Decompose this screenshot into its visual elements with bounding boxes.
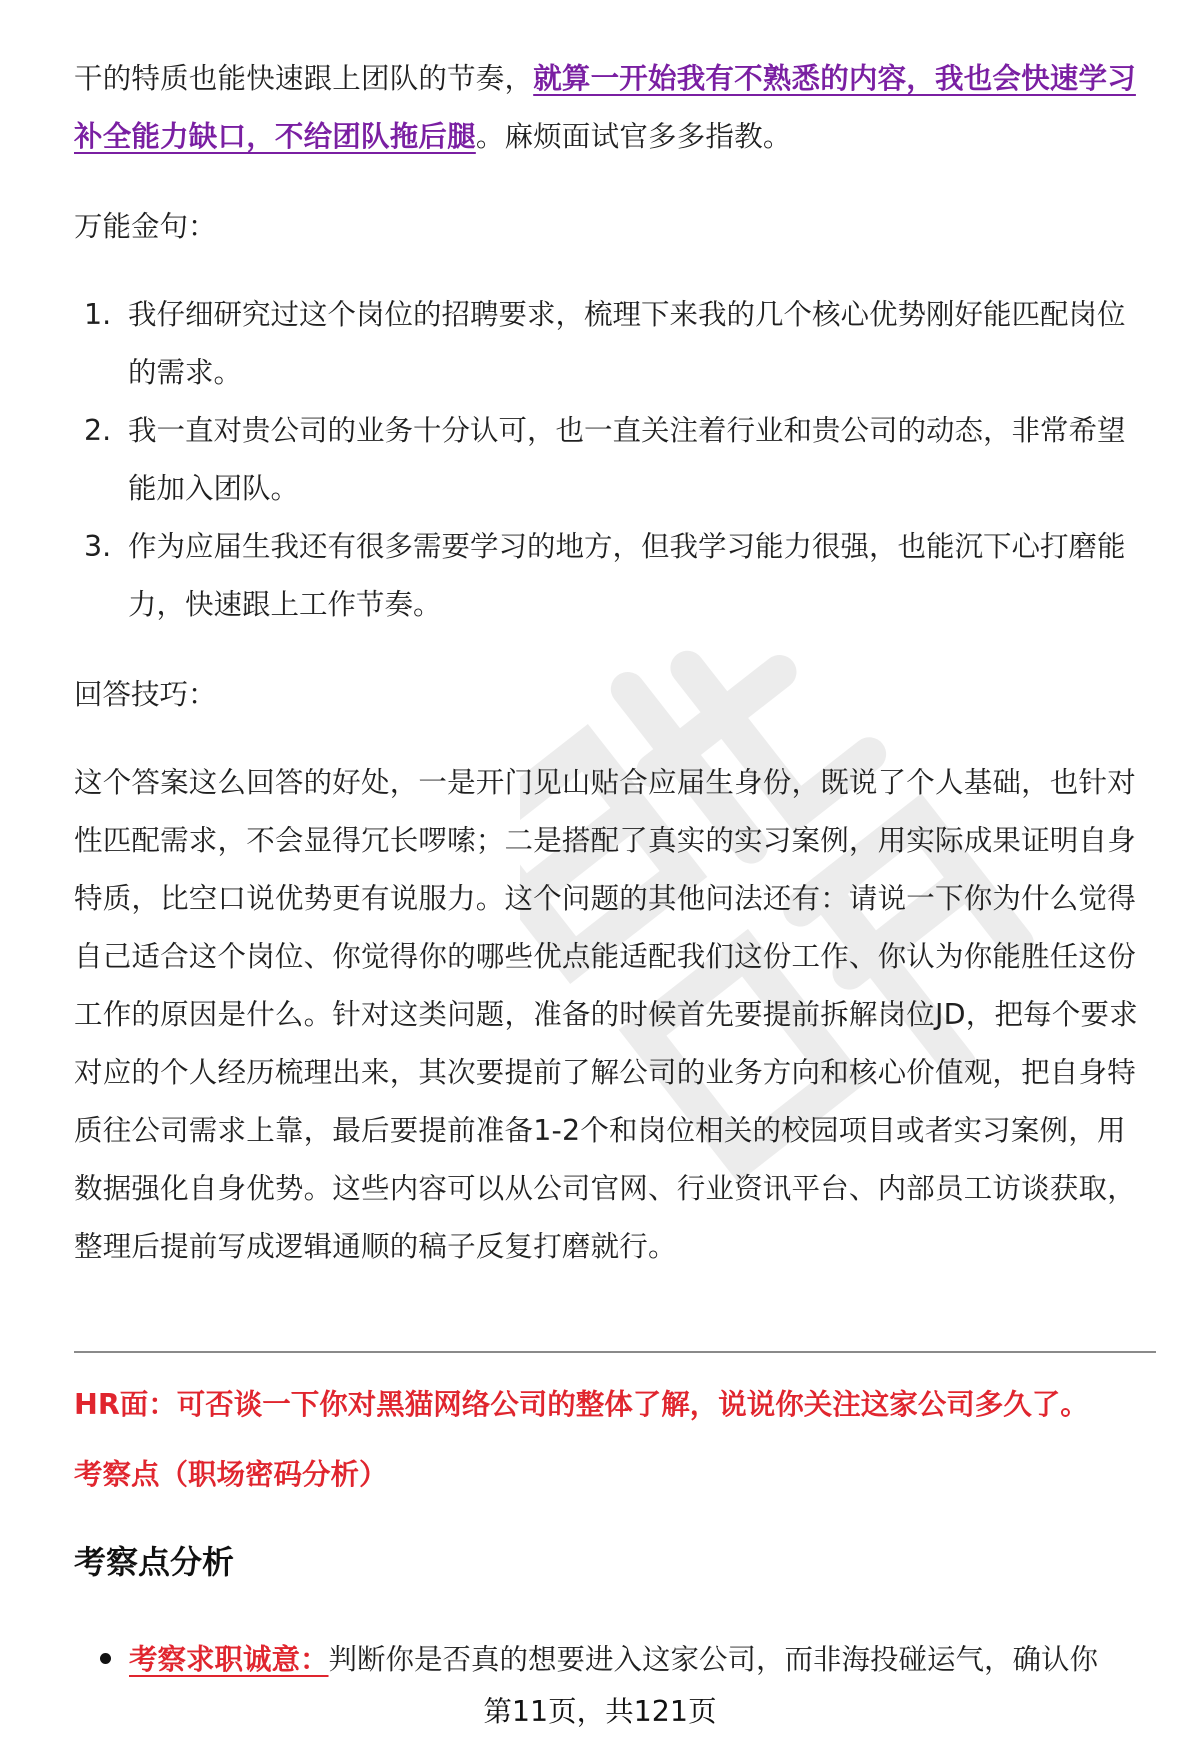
list-item-text: 我仔细研究过这个岗位的招聘要求，梳理下来我的几个核心优势刚好能匹配岗位的需求。 xyxy=(128,298,1126,389)
list-item-text: 作为应届生我还有很多需要学习的地方，但我学习能力很强，也能沉下心打磨能力，快速跟上工作节奏。 xyxy=(128,530,1126,621)
list-item xyxy=(74,402,1144,518)
intro-lead: 干的特质也能快速跟上团队的节奏， xyxy=(74,62,534,95)
analysis-title: 考察点分析 xyxy=(74,1543,235,1581)
exam-point-label: 考察点（职场密码分析） xyxy=(74,1458,388,1491)
list-item xyxy=(74,518,1144,634)
bullet-icon xyxy=(100,1653,111,1664)
list-item-number: 3. xyxy=(84,530,112,563)
tips-body: 这个答案这么回答的好处，一是开门见山贴合应届生身份，既说了个人基础，也针对性匹配需求，不会显得冗长啰嗦；二是搭配了真实的实习案例，用实际成果证明自身特质，比空口说优势更有说服力。这个问题的其他问法还有：请说一下你为什么觉得自己适合这个岗位、你觉得你的哪些优点能适配我们这份工作、你认为你能胜任这份工作的原因是什么。针对这类问题，准备的时候首先要提前拆解岗位JD，把每个要求对应的个人经历梳理出来，其次要提前了解公司的业务方向和核心价值观，把自身特质往公司需求上靠，最后要提前准备1-2个和岗位相关的校园项目或者实习案例，用数据强化自身优势。这些内容可以从公司官网、行业资讯平台、内部员工访谈获取，整理后提前写成逻辑通顺的稿子反复打磨就行。 xyxy=(74,766,1138,1263)
bullet-text: 判断你是否真的想要进入这家公司，而非海投碰运气，确认你 xyxy=(328,1643,1099,1676)
list-item-number: 1. xyxy=(84,298,112,331)
list-item-number: 2. xyxy=(84,414,112,447)
golden-phrases-list xyxy=(74,286,1144,634)
intro-highlight: 就算一开始我有不熟悉的内容，我也会快速学习补全能力缺口，不给团队拖后腿 xyxy=(74,62,1136,153)
page-body xyxy=(74,50,1144,1276)
page-number: 第11页，共121页 xyxy=(483,1695,717,1728)
list-item-text: 我一直对贵公司的业务十分认可，也一直关注着行业和贵公司的动态，非常希望能加入团队。 xyxy=(128,414,1126,505)
tips-label: 回答技巧： xyxy=(74,678,217,711)
golden-phrases-label: 万能金句： xyxy=(74,210,217,243)
intro-paragraph xyxy=(74,50,1144,166)
analysis-bullet xyxy=(74,1640,1154,1680)
bullet-key: 考察求职诚意： xyxy=(129,1643,329,1676)
list-item xyxy=(74,286,1144,402)
hr-question: HR面：可否谈一下你对黑猫网络公司的整体了解，说说你关注这家公司多久了。 xyxy=(74,1388,1089,1421)
section-divider xyxy=(74,1351,1156,1353)
intro-tail: 。麻烦面试官多多指教。 xyxy=(475,120,792,153)
